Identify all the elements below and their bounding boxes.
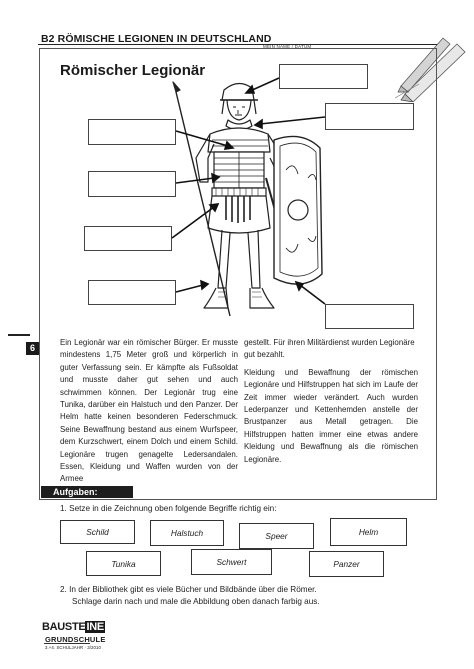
word-card-halstuch[interactable]: Halstuch bbox=[150, 520, 224, 546]
word-card-tunika[interactable]: Tunika bbox=[86, 551, 161, 576]
word-card-speer[interactable]: Speer bbox=[239, 523, 314, 549]
task-1: 1. Setze in die Zeichnung oben folgende Begriffe richtig ein: bbox=[60, 504, 277, 513]
text-right-paragraph-2: Kleidung und Bewaffnung der römischen Legionäre und Hilfstruppen hat sich im Laufe der Zeit immer wieder verändert. Auch wurden Lederpanzer und Kettenhemden anstelle der Brustpanzer aus Metall getragen. Die Hilfstruppen hatten immer eine etwas andere Kleidung und Bewaffnung als die römischen Legionäre. bbox=[244, 367, 418, 464]
brand-subtitle: GRUNDSCHULE bbox=[45, 635, 106, 644]
text-column-right bbox=[244, 337, 418, 466]
word-card-schild[interactable]: Schild bbox=[60, 520, 135, 544]
task-2-line-1: 2. In der Bibliothek gibt es viele Bücher und Bildbände über die Römer. bbox=[60, 585, 317, 594]
brand-logo bbox=[42, 621, 105, 633]
issue-label: 3.+4. SCHULJAHR · 3/2010 bbox=[45, 645, 102, 650]
word-card-helm[interactable]: Helm bbox=[330, 518, 407, 546]
text-right-paragraph-1: gestellt. Für ihren Militärdienst wurden Legionäre gut bezahlt. bbox=[244, 338, 415, 360]
text-column-left: Ein Legionär war ein römischer Bürger. Er musste mindestens 1,75 Meter groß und körperlich in guter Verfassung sein. Er kämpfte als Fußsoldat und musste daher gut sehen und auch schwimmen können. Der Legionär trug eine Tunika, darüber ein Halstuch und den Panzer. Der Helm hatte keinen besonderen Federschmuck. Seine Bewaffnung bestand aus einem Wurfspeer, dem Kurzschwert, einem Dolch und einem Schild. Legionäre trugen genagelte Ledersandalen. Essen, Kleidung und Waffen wurden von der Armee bbox=[60, 338, 238, 484]
side-marker bbox=[8, 334, 30, 336]
brand-part-2: INE bbox=[86, 621, 104, 633]
worksheet-header-title: B2 RÖMISCHE LEGIONEN IN DEUTSCHLAND bbox=[41, 33, 272, 45]
page-number: 6 bbox=[26, 342, 39, 355]
brand-part-1: BAUSTE bbox=[42, 621, 86, 633]
word-card-schwert[interactable]: Schwert bbox=[191, 549, 272, 575]
worksheet-title: Römischer Legionär bbox=[60, 62, 206, 79]
footer-rule bbox=[44, 643, 90, 644]
tasks-heading: Aufgaben: bbox=[41, 486, 133, 498]
word-card-panzer[interactable]: Panzer bbox=[309, 551, 384, 577]
name-date-label: MEIN NAME / DATUM bbox=[263, 44, 312, 49]
task-2-line-2: Schlage darin nach und male die Abbildung oben danach farbig aus. bbox=[72, 597, 320, 606]
